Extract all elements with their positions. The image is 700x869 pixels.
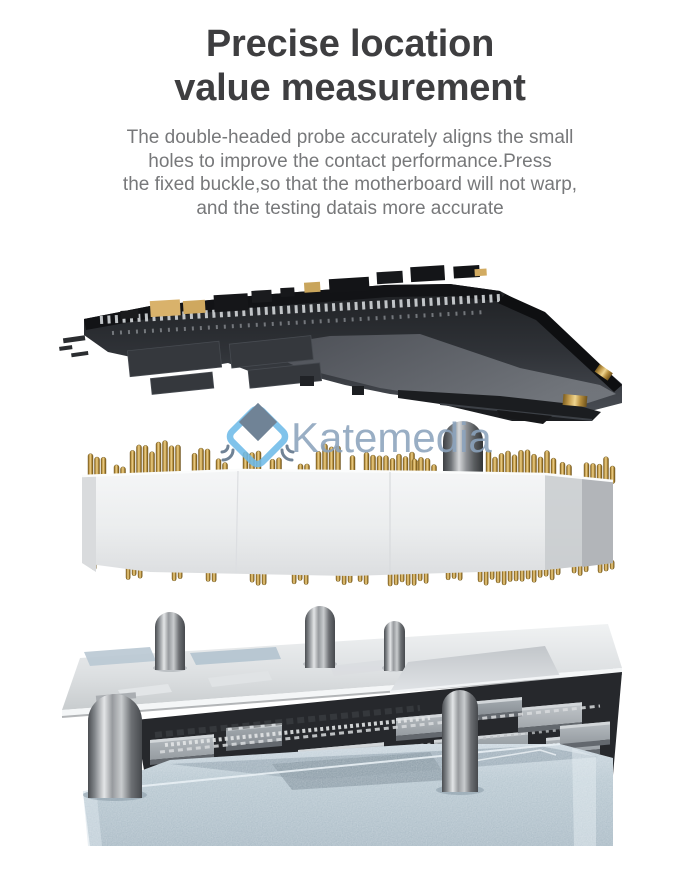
probe-plate-body bbox=[82, 470, 613, 576]
subtitle-line: The double-headed probe accurately aligns the small bbox=[126, 127, 574, 149]
subtitle-line: the fixed buckle,so that the motherboard will not warp, bbox=[122, 174, 578, 196]
title-line-2: value measurement bbox=[174, 67, 526, 110]
watermark-text: Katemedia bbox=[291, 414, 492, 461]
board-bit bbox=[300, 376, 314, 386]
gold-connector bbox=[563, 394, 588, 407]
subtitle-line: holes to improve the contact performance.Press bbox=[148, 150, 552, 172]
subtitle bbox=[0, 126, 700, 220]
subtitle-line: and the testing datais more accurate bbox=[196, 197, 504, 219]
title-line-1: Precise location bbox=[205, 23, 495, 65]
probe-plate-left-facet bbox=[82, 475, 96, 572]
board-bit bbox=[352, 386, 364, 395]
header bbox=[0, 0, 700, 220]
fixture-base-layer bbox=[62, 606, 622, 850]
probe-plate-right-face bbox=[582, 478, 613, 567]
watermark bbox=[222, 403, 492, 467]
board-edge-fragments bbox=[58, 335, 89, 359]
page-title bbox=[0, 22, 700, 110]
motherboard-layer bbox=[58, 263, 622, 424]
